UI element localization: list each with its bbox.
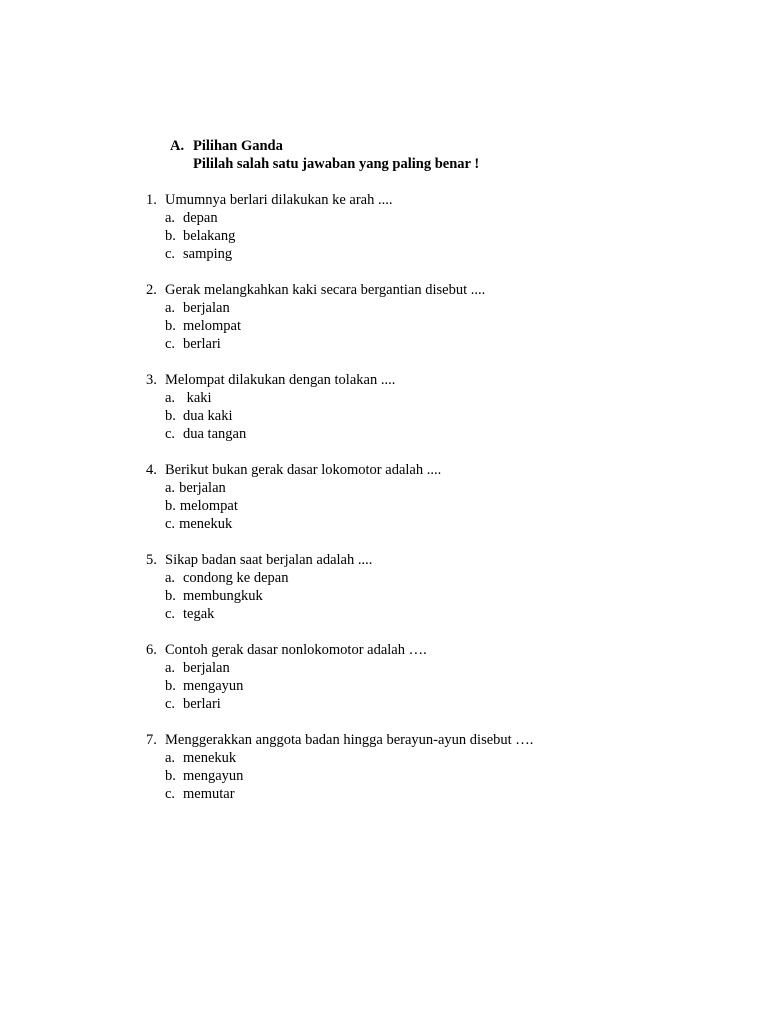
option-text: berjalan	[179, 480, 226, 496]
option-a	[165, 749, 706, 767]
option-list	[165, 389, 706, 443]
question-1	[146, 191, 706, 263]
option-label: b.	[165, 768, 176, 784]
option-label: c.	[165, 336, 176, 352]
option-c	[165, 335, 706, 353]
option-label: a.	[165, 210, 176, 226]
option-c	[165, 695, 706, 713]
question-text: Sikap badan saat berjalan adalah ....	[165, 552, 373, 568]
option-label: b.	[165, 318, 176, 334]
section-heading	[170, 137, 479, 173]
option-text: berlari	[183, 336, 221, 352]
question-number: 1.	[146, 192, 157, 208]
option-b	[165, 317, 706, 335]
option-b	[165, 767, 706, 785]
question-text: Contoh gerak dasar nonlokomotor adalah ….	[165, 642, 427, 658]
option-c	[165, 245, 706, 263]
question-6	[146, 641, 706, 713]
option-text: menekuk	[183, 750, 237, 766]
option-label: a.	[165, 750, 176, 766]
option-a	[165, 569, 706, 587]
option-label: c.	[165, 516, 176, 532]
option-label: a.	[165, 480, 176, 496]
question-3	[146, 371, 706, 443]
option-list	[165, 569, 706, 623]
option-label: a.	[165, 300, 176, 316]
option-c	[165, 785, 706, 803]
option-label: c.	[165, 426, 176, 442]
option-label: b.	[165, 408, 176, 424]
option-label: a.	[165, 570, 176, 586]
option-text: memutar	[183, 786, 235, 802]
question-number: 7.	[146, 732, 157, 748]
section-title-row	[170, 137, 479, 155]
option-a	[165, 209, 706, 227]
option-a	[165, 659, 706, 677]
option-b	[165, 497, 706, 515]
option-label: c.	[165, 246, 176, 262]
option-c	[165, 515, 706, 533]
section-title: Pilihan Ganda	[193, 138, 283, 154]
option-label: b.	[165, 588, 176, 604]
question-5	[146, 551, 706, 623]
question-number: 6.	[146, 642, 157, 658]
option-text: kaki	[183, 390, 212, 406]
option-list	[165, 749, 706, 803]
option-list	[165, 659, 706, 713]
option-label: c.	[165, 696, 176, 712]
option-text: melompat	[183, 318, 241, 334]
section-instruction: Pililah salah satu jawaban yang paling benar !	[193, 156, 480, 172]
section-marker: A.	[170, 138, 185, 154]
option-label: b.	[165, 498, 176, 514]
question-text: Gerak melangkahkan kaki secara bergantian disebut ....	[165, 282, 486, 298]
question-number: 4.	[146, 462, 157, 478]
option-b	[165, 227, 706, 245]
option-text: berjalan	[183, 300, 230, 316]
option-text: depan	[183, 210, 218, 226]
option-text: belakang	[183, 228, 236, 244]
option-text: mengayun	[183, 678, 244, 694]
option-text: membungkuk	[183, 588, 263, 604]
option-text: melompat	[179, 498, 238, 514]
question-4	[146, 461, 706, 533]
option-list	[165, 299, 706, 353]
option-a	[165, 389, 706, 407]
question-text: Umumnya berlari dilakukan ke arah ....	[165, 192, 393, 208]
question-text: Berikut bukan gerak dasar lokomotor adalah ....	[165, 462, 442, 478]
question-2	[146, 281, 706, 353]
question-text: Menggerakkan anggota badan hingga berayun-ayun disebut ….	[165, 732, 534, 748]
option-b	[165, 677, 706, 695]
option-c	[165, 425, 706, 443]
option-b	[165, 407, 706, 425]
option-label: c.	[165, 786, 176, 802]
option-label: b.	[165, 228, 176, 244]
question-number: 3.	[146, 372, 157, 388]
option-label: a.	[165, 390, 176, 406]
option-label: c.	[165, 606, 176, 622]
option-list	[165, 479, 706, 533]
question-list	[146, 191, 706, 821]
question-number: 5.	[146, 552, 157, 568]
option-label: b.	[165, 678, 176, 694]
option-text: berlari	[183, 696, 221, 712]
option-text: dua tangan	[183, 426, 247, 442]
question-7	[146, 731, 706, 803]
option-text: berjalan	[183, 660, 230, 676]
option-a	[165, 299, 706, 317]
option-text: menekuk	[179, 516, 233, 532]
option-text: dua kaki	[183, 408, 233, 424]
option-text: mengayun	[183, 768, 244, 784]
question-number: 2.	[146, 282, 157, 298]
option-text: tegak	[183, 606, 215, 622]
option-b	[165, 587, 706, 605]
option-text: condong ke depan	[183, 570, 289, 586]
option-text: samping	[183, 246, 233, 262]
option-a	[165, 479, 706, 497]
option-c	[165, 605, 706, 623]
option-label: a.	[165, 660, 176, 676]
question-text: Melompat dilakukan dengan tolakan ....	[165, 372, 396, 388]
option-list	[165, 209, 706, 263]
